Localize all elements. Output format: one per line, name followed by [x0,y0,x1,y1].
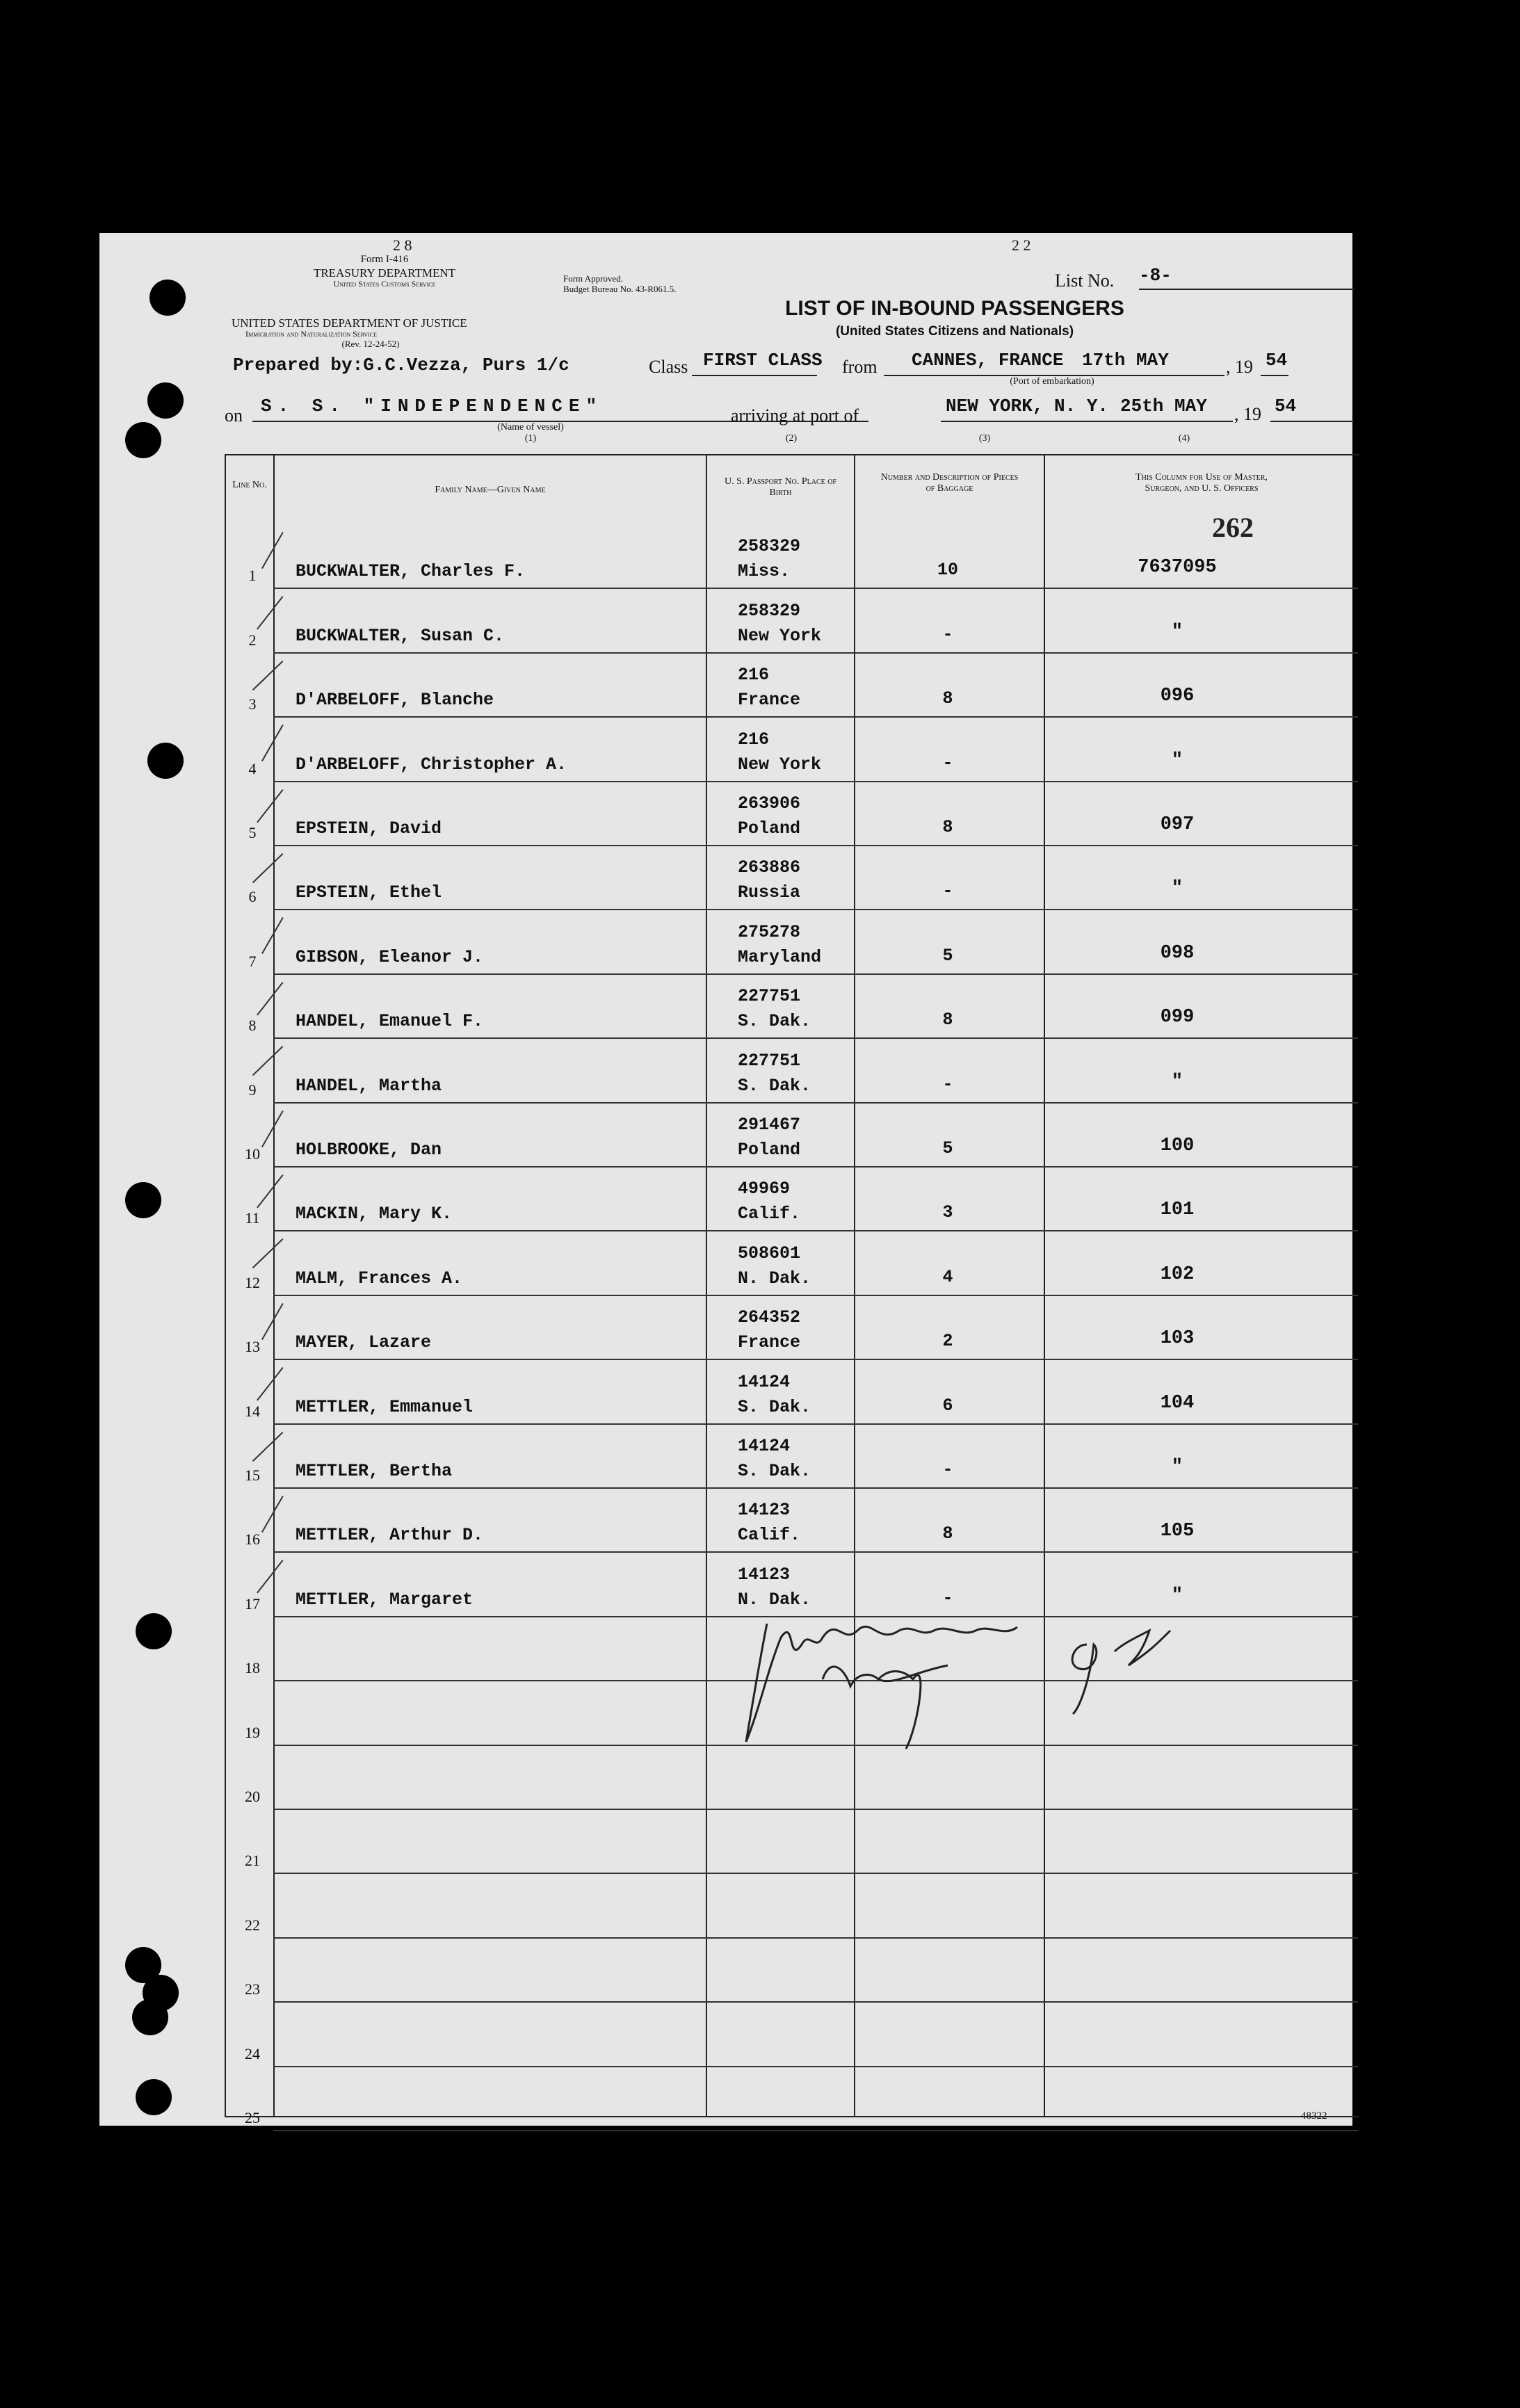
line-number: 5 [248,824,257,841]
col-divider-name [706,454,707,2116]
passenger-name: METTLER, Emmanuel [296,1396,474,1417]
passenger-name: MALM, Frances A. [296,1268,463,1288]
official-number: 104 [1160,1392,1195,1414]
line-number: 17 [245,1594,260,1613]
row-rule [273,716,1358,718]
dept-treasury-sub: United States Customs Service [333,279,436,289]
binder-hole [136,1613,172,1649]
row-rule [273,588,1358,589]
col3-number: (3) [978,433,991,444]
row-rule [273,1166,1358,1167]
official-number: 099 [1160,1007,1195,1028]
dept-justice-sub: Immigration and Naturalization Service [245,329,378,339]
passport-number: 258329 [738,600,801,621]
passport-number: 227751 [738,1050,801,1071]
place-of-birth: Poland [738,1140,801,1160]
binder-hole [149,280,186,316]
place-of-birth: N. Dak. [738,1268,811,1288]
baggage-count: 3 [942,1202,953,1223]
vessel-name: S. S. "INDEPENDENCE" [261,396,604,417]
place-of-birth: S. Dak. [738,1461,811,1481]
dept-justice: UNITED STATES DEPARTMENT OF JUSTICE [232,316,467,330]
passenger-name: MAYER, Lazare [296,1332,432,1353]
baggage-count: 2 [942,1331,953,1352]
official-number: " [1171,621,1183,643]
baggage-count: 10 [937,560,958,581]
arr-year-line [1270,421,1354,422]
baggage-count: 8 [942,1524,953,1544]
col-divider-passport [854,454,855,2116]
binder-hole [125,422,161,458]
passenger-name: MACKIN, Mary K. [296,1204,453,1225]
line-number: 11 [245,1209,260,1227]
arrival-port: NEW YORK, N. Y. [946,396,1109,417]
arrival-date: 25th MAY [1120,396,1207,417]
line-number: 10 [245,1145,260,1163]
passport-number: 263906 [738,793,801,814]
row-rule [273,1230,1358,1231]
arrival-line [941,421,1233,422]
list-no-line [1139,289,1355,290]
line-number: 7 [248,952,257,970]
official-number: " [1171,1071,1183,1092]
form-number: Form I-416 [360,254,409,265]
place-of-birth: S. Dak. [738,1075,811,1096]
line-number: 16 [245,1530,260,1549]
col2-number: (2) [785,433,798,444]
passport-number: 264352 [738,1307,801,1328]
col1-number: (1) [524,433,537,444]
class-line [692,375,817,376]
row-rule [273,1423,1358,1425]
official-number: 105 [1160,1521,1195,1542]
row-rule [273,2130,1358,2131]
list-no-label: List No. [1055,270,1115,291]
passenger-name: HANDEL, Emanuel F. [296,1011,484,1032]
place-of-birth: Miss. [738,561,791,582]
page-subtitle: (United States Citizens and Nationals) [835,324,1074,339]
row-rule [273,2001,1358,2003]
passport-number: 216 [738,729,770,750]
baggage-count: - [942,1587,953,1608]
place-of-birth: France [738,1332,801,1353]
passport-number: 227751 [738,986,801,1007]
page-stamp: 262 [1212,512,1254,543]
line-number: 19 [245,1723,260,1741]
line-number: 25 [245,2109,260,2126]
line-number: 12 [245,1273,260,1291]
passenger-name: METTLER, Margaret [296,1589,474,1610]
official-number: " [1171,1585,1183,1606]
line-number: 13 [245,1338,260,1356]
baggage-count: - [942,1074,953,1094]
passport-number: 14124 [738,1371,791,1392]
row-rule [273,973,1358,975]
line-number: 20 [245,1788,260,1805]
official-number: 102 [1160,1263,1195,1285]
header-baggage: Number and Description of Pieces of Baggage [880,472,1019,494]
manifest-page [99,233,1352,2126]
baggage-count: 8 [942,688,953,709]
line-number: 4 [248,759,257,777]
place-of-birth: S. Dak. [738,1011,811,1032]
passenger-name: BUCKWALTER, Susan C. [296,625,505,646]
passport-number: 258329 [738,536,801,557]
official-number: 097 [1160,814,1195,835]
binder-hole [132,1999,168,2035]
arriving-label: arriving at port of [731,405,859,426]
from-year-prefix: , 19 [1226,357,1253,377]
line-number: 9 [248,1081,257,1099]
passenger-name: BUCKWALTER, Charles F. [296,561,526,582]
row-rule [273,1295,1358,1296]
passenger-name: GIBSON, Eleanor J. [296,946,484,967]
row-rule [273,1937,1358,1939]
row-rule [273,2066,1358,2067]
line-number: 1 [248,567,257,585]
official-number: 7637095 [1138,557,1217,579]
passport-number: 14124 [738,1436,791,1456]
dept-treasury: TREASURY DEPARTMENT [313,266,456,280]
place-of-birth: Calif. [738,1204,801,1225]
line-number: 23 [245,1980,260,1998]
line-number: 6 [248,888,257,906]
passenger-name: EPSTEIN, Ethel [296,882,442,903]
col4-number: (4) [1178,433,1190,444]
row-rule [273,1809,1358,1810]
official-number: " [1171,878,1183,900]
official-number: " [1171,750,1183,771]
col-divider-baggage [1044,454,1045,2116]
header-official: This Column for Use of Master, Surgeon, and U. S. Officers [1135,472,1268,494]
line-number: 22 [245,1916,260,1934]
line-number: 14 [245,1402,260,1420]
official-number: " [1171,1457,1183,1478]
line-number: 15 [245,1466,260,1484]
place-of-birth: France [738,690,801,711]
passport-number: 14123 [738,1500,791,1521]
baggage-count: - [942,881,953,902]
binder-hole [147,743,184,779]
official-number: 098 [1160,942,1195,964]
from-label: from [842,357,878,377]
top-marks-right: 2 2 [1012,236,1031,254]
list-no-value: -8- [1139,265,1172,286]
place-of-birth: Russia [738,882,801,903]
official-number: 096 [1160,686,1195,707]
line-number: 21 [245,1852,260,1870]
row-rule [273,1487,1358,1489]
place-of-birth: S. Dak. [738,1396,811,1417]
baggage-count: 8 [942,1010,953,1031]
place-of-birth: Maryland [738,946,822,967]
passport-number: 508601 [738,1243,801,1263]
arr-year: 54 [1275,396,1297,417]
row-rule [273,1037,1358,1039]
page-title: LIST OF IN-BOUND PASSENGERS [785,297,1124,320]
row-rule [273,1359,1358,1360]
passport-number: 216 [738,665,770,686]
row-rule [273,1102,1358,1104]
place-of-birth: Calif. [738,1525,801,1546]
binder-hole [136,2079,172,2115]
port-embark-caption: (Port of embarkation) [1010,376,1094,387]
top-marks-left: 2 8 [393,236,412,254]
officer-signature [739,1603,1226,1756]
col-divider-line [273,454,275,2116]
from-year: 54 [1266,350,1288,371]
revision: (Rev. 12-24-52) [341,339,400,349]
passport-number: 275278 [738,921,801,942]
header-name: Family Name—Given Name [435,485,546,495]
line-number: 3 [248,695,257,713]
row-rule [273,781,1358,782]
line-number: 18 [245,1659,260,1677]
passport-number: 14123 [738,1564,791,1585]
budget-bureau: Budget Bureau No. 43-R061.5. [563,284,677,294]
binder-hole [125,1182,161,1218]
on-label: on [225,405,243,426]
passport-number: 263886 [738,857,801,878]
baggage-count: - [942,752,953,773]
line-number: 2 [248,631,257,649]
baggage-count: 4 [942,1266,953,1287]
vessel-caption: (Name of vessel) [497,422,564,433]
from-year-line [1261,375,1288,376]
baggage-count: 8 [942,817,953,837]
class-label: Class [649,357,688,377]
row-rule [273,1873,1358,1874]
row-rule [273,652,1358,654]
form-approved: Form Approved. [563,273,623,284]
place-of-birth: New York [738,754,822,775]
place-of-birth: N. Dak. [738,1589,811,1610]
line-number: 8 [248,1017,257,1035]
passenger-name: HANDEL, Martha [296,1075,442,1096]
binder-hole [147,382,184,419]
form-code: 48322 [1301,2110,1327,2122]
baggage-count: 5 [942,945,953,966]
arr-year-prefix: , 19 [1234,404,1261,424]
header-line-no: Line No. [232,480,267,490]
passport-number: 291467 [738,1115,801,1135]
place-of-birth: Poland [738,818,801,839]
official-number: 103 [1160,1328,1195,1350]
baggage-count: 5 [942,1138,953,1158]
passport-number: 49969 [738,1179,791,1199]
baggage-count: - [942,1460,953,1480]
row-rule [273,1551,1358,1553]
passenger-name: EPSTEIN, David [296,818,442,839]
passenger-name: D'ARBELOFF, Blanche [296,690,494,711]
official-number: 101 [1160,1199,1195,1221]
baggage-count: 6 [942,1395,953,1416]
row-rule [273,909,1358,910]
passenger-name: METTLER, Arthur D. [296,1525,484,1546]
baggage-count: - [942,624,953,645]
place-of-birth: New York [738,625,822,646]
row-rule [273,845,1358,846]
passenger-name: METTLER, Bertha [296,1461,453,1481]
header-passport: U. S. Passport No. Place of Birth [725,476,836,498]
from-value: CANNES, FRANCE [912,350,1064,371]
line-number: 24 [245,2044,260,2062]
passenger-name: D'ARBELOFF, Christopher A. [296,754,567,775]
official-number: 100 [1160,1136,1195,1156]
prepared-by: Prepared by:G.C.Vezza, Purs 1/c [233,355,569,375]
passenger-name: HOLBROOKE, Dan [296,1140,442,1160]
class-value: FIRST CLASS [703,350,823,371]
from-date: 17th MAY [1082,350,1169,371]
